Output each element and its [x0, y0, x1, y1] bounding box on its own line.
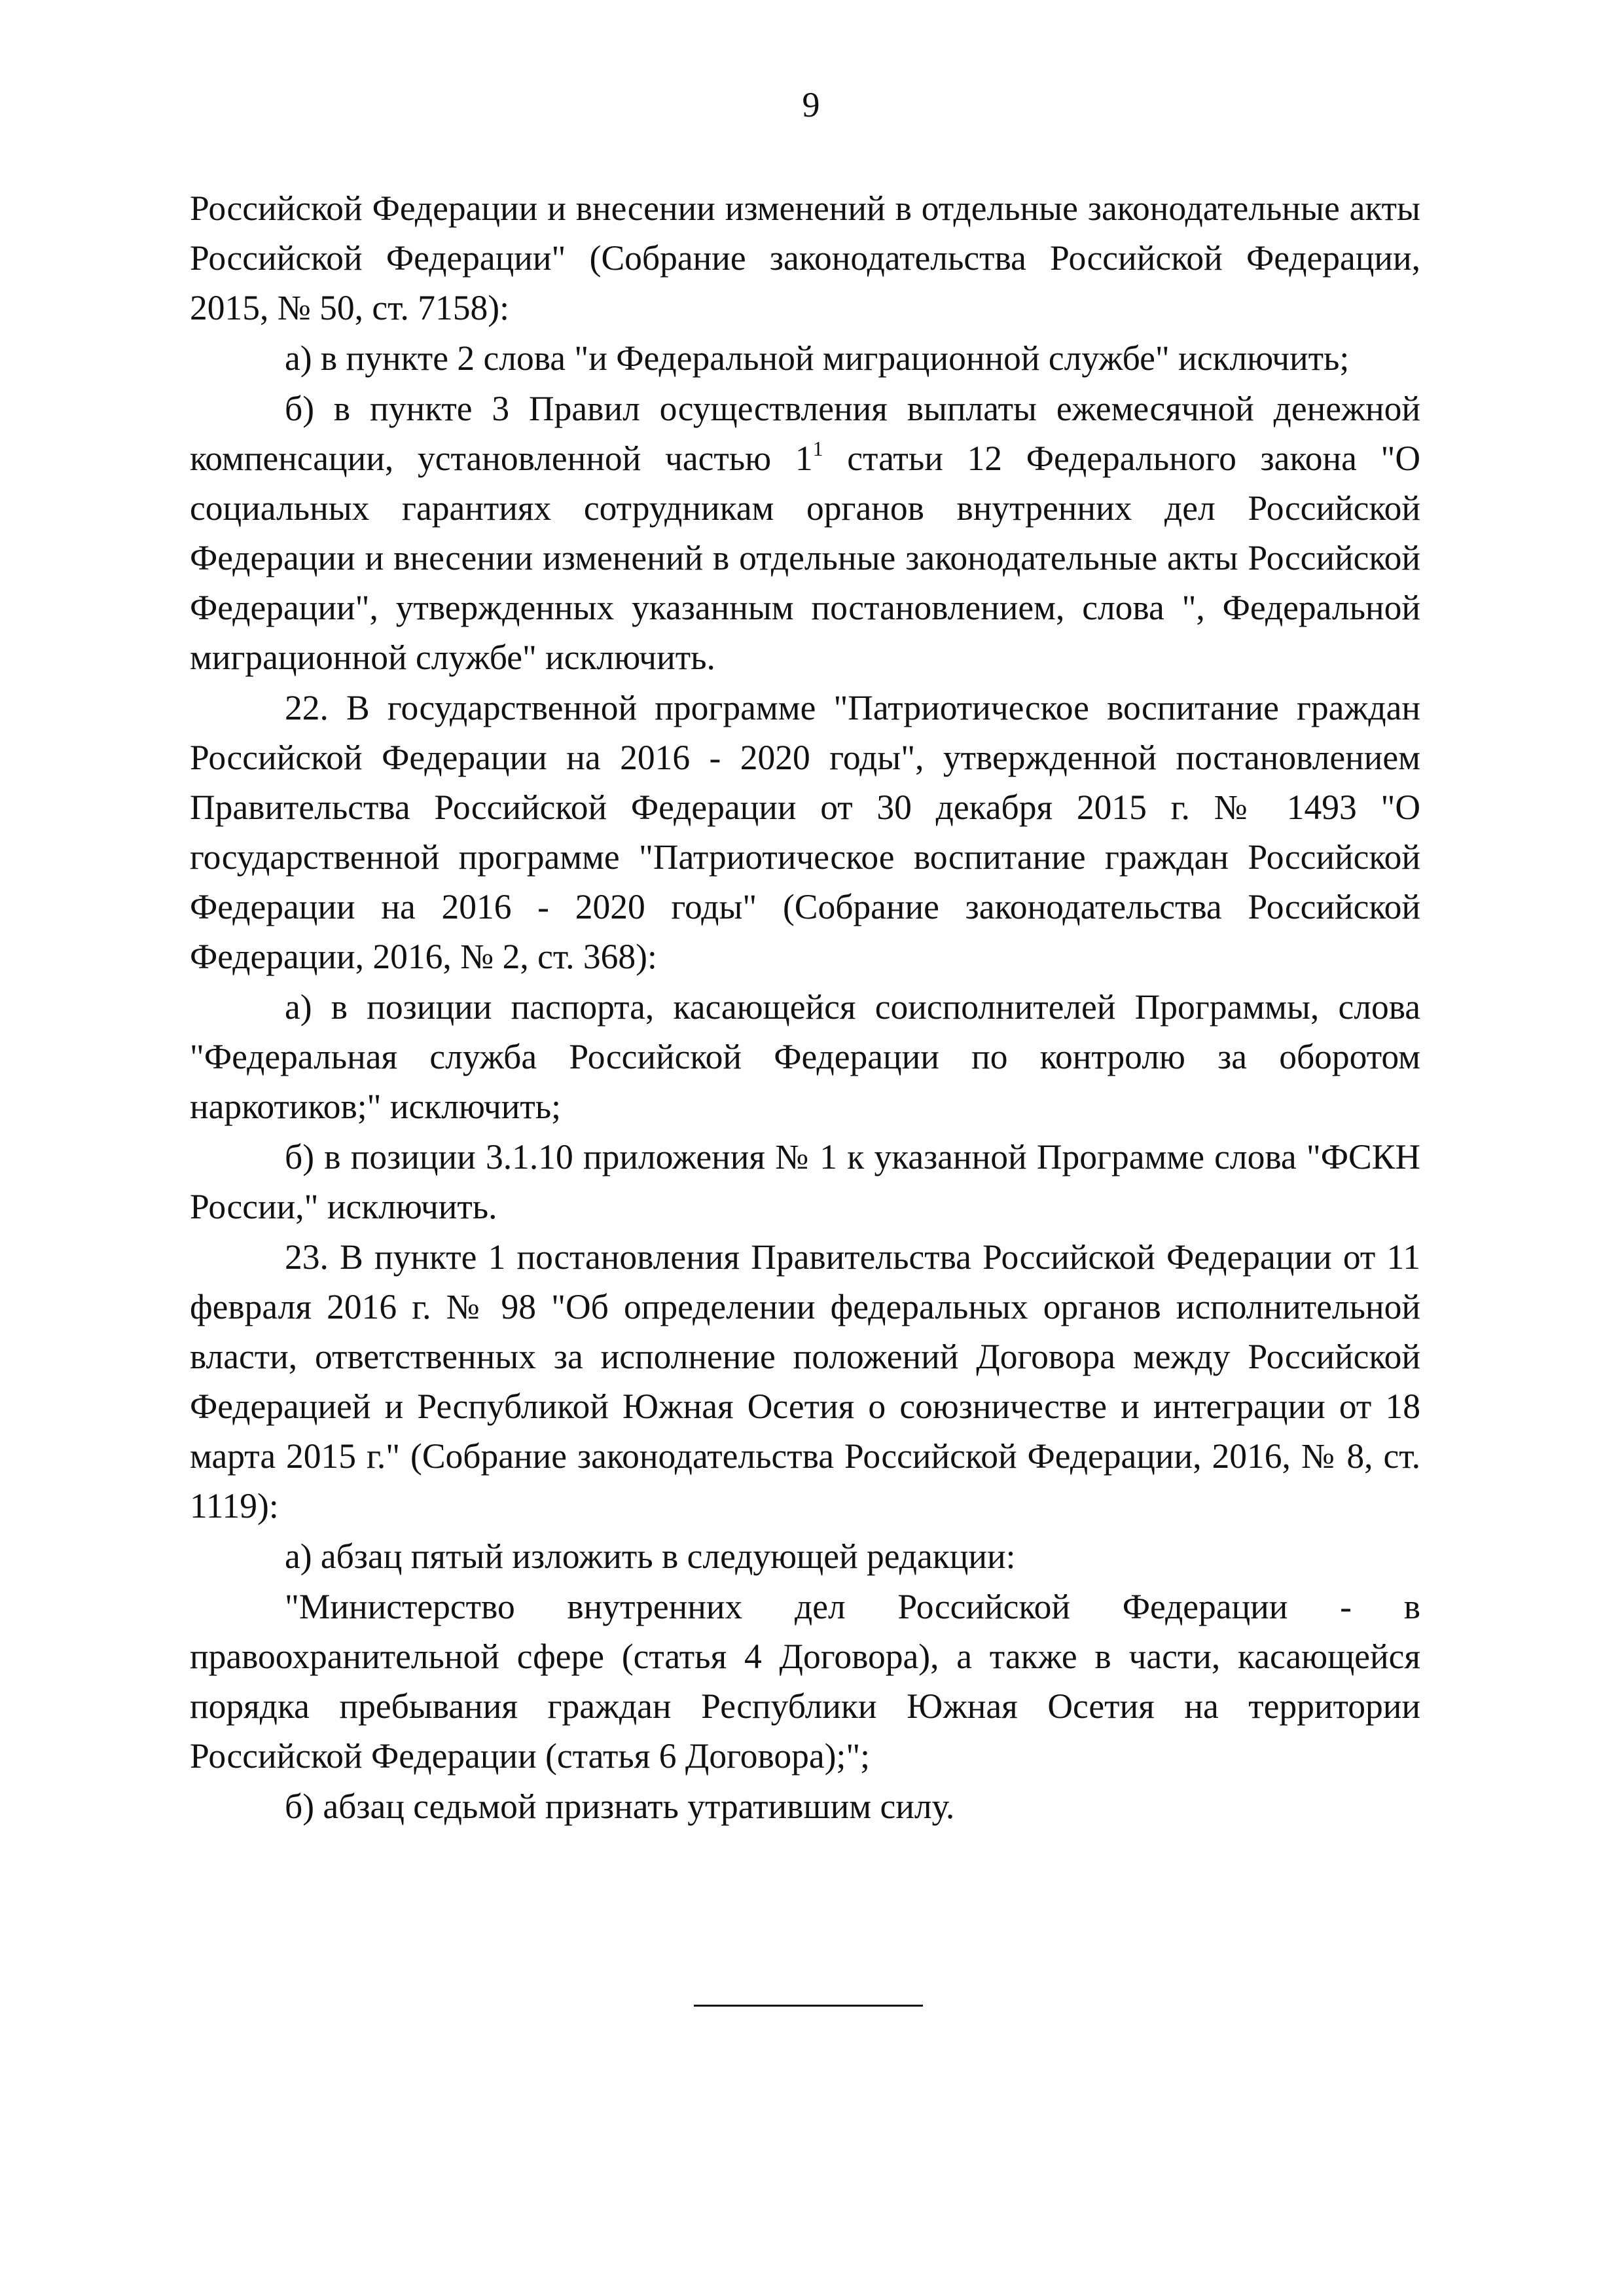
page-number: 9 — [802, 85, 820, 124]
paragraph-item-b — [190, 384, 1420, 682]
paragraph-22-item-a: а) в позиции паспорта, касающейся соисполнителей Программы, слова "Федеральная служба Российской Федерации по контролю за оборотом наркотиков;" исключить; — [190, 987, 1420, 1126]
paragraph-item-b-text-start: б) в пункте 3 Правил осуществления выплаты ежемесячной денежной компенсации, установленной частью 1 — [190, 389, 1420, 478]
paragraph-22: 22. В государственной программе "Патриотическое воспитание граждан Российской Федерации на 2016 - 2020 годы", утвержденной постановлением Правительства Российской Федерации от 30 декабря 2015 г. № 1493 "О государственной программе "Патриотическое воспитание граждан Российской Федерации на 2016 - 2020 годы" (Собрание законодательства Российской Федерации, 2016, № 2, ст. 368): — [190, 688, 1420, 976]
paragraph-23-quote: "Министерство внутренних дел Российской Федерации - в правоохранительной сфере (статья 4 Договора), а также в части, касающейся порядка пребывания граждан Республики Южная Осетия на территории Российской Федерации (статья 6 Договора);"; — [190, 1587, 1420, 1776]
document-body — [190, 183, 1420, 1831]
paragraph-23: 23. В пункте 1 постановления Правительства Российской Федерации от 11 февраля 2016 г. № 98 "Об определении федеральных органов исполнительной власти, ответственных за исполнение положений Договора между Российской Федерацией и Республикой Южная Осетия о союзничестве и интеграции от 18 марта 2015 г." (Собрание законодательства Российской Федерации, 2016, № 8, ст. 1119): — [190, 1237, 1420, 1525]
paragraph-22-item-b: б) в позиции 3.1.10 приложения № 1 к указанной Программе слова "ФСКН России," исключить. — [190, 1137, 1420, 1226]
paragraph-23-item-b: б) абзац седьмой признать утратившим силу. — [285, 1787, 955, 1826]
superscript-part-number: 1 — [812, 437, 823, 460]
paragraph-item-b-text-end: статьи 12 Федерального закона "О социальных гарантиях сотрудникам органов внутренних дел Российской Федерации и внесении изменений в отдельные законодательные акты Российской Федерации", утвержденных указанным постановлением, слова ", Федеральной миграционной службе" исключить. — [190, 439, 1420, 677]
end-of-document-rule — [694, 2005, 923, 2007]
paragraph-item-a: а) в пункте 2 слова "и Федеральной миграционной службе" исключить; — [285, 338, 1350, 378]
paragraph-continuation: Российской Федерации и внесении изменений в отдельные законодательные акты Российской Федерации" (Собрание законодательства Российской Федерации, 2015, № 50, ст. 7158): — [190, 189, 1420, 327]
paragraph-23-item-a: а) абзац пятый изложить в следующей редакции: — [285, 1537, 1016, 1576]
